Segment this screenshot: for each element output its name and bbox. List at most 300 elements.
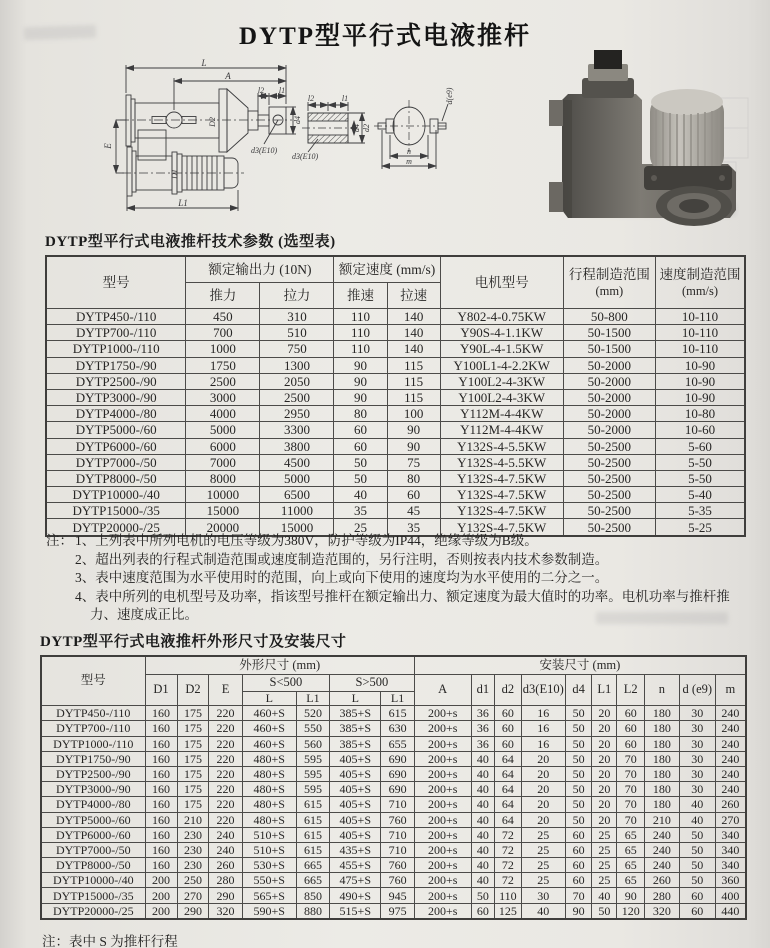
col-n: n [645, 675, 680, 706]
value-cell: 180 [645, 751, 680, 766]
value-cell: 30 [679, 721, 715, 736]
value-cell: 70 [617, 782, 645, 797]
table1-title: DYTP型平行式电液推杆技术参数 (选型表) [45, 234, 336, 250]
value-cell: 90 [334, 389, 387, 405]
value-cell: 240 [209, 842, 242, 857]
value-cell: 25 [592, 858, 617, 873]
value-cell: 60 [617, 721, 645, 736]
value-cell: 320 [209, 903, 242, 919]
value-cell: 4000 [186, 406, 260, 422]
value-cell: 510+S [242, 827, 296, 842]
value-cell: 50 [334, 454, 387, 470]
value-cell: 460+S [242, 721, 296, 736]
value-cell: 200+s [414, 903, 471, 919]
value-cell: 50 [679, 873, 715, 888]
value-cell: 40 [679, 797, 715, 812]
value-cell: 160 [145, 842, 177, 857]
value-cell: 25 [334, 519, 387, 536]
dim-label-d4-detail: d4 [352, 124, 361, 132]
value-cell: 35 [387, 519, 440, 536]
value-cell: 20 [592, 706, 617, 721]
value-cell: 460+S [242, 706, 296, 721]
model-cell: DYTP5000-/60 [46, 422, 186, 438]
value-cell: 65 [617, 873, 645, 888]
dim-label-L: L [201, 58, 207, 68]
model-cell: DYTP10000-/40 [41, 873, 145, 888]
value-cell: 220 [209, 812, 242, 827]
value-cell: 340 [715, 842, 746, 857]
value-cell: 60 [565, 873, 591, 888]
value-cell: 220 [209, 736, 242, 751]
col-rated-force: 额定输出力 (10N) [186, 256, 334, 283]
value-cell: Y112M-4-4KW [440, 422, 563, 438]
value-cell: 160 [145, 812, 177, 827]
value-cell: 40 [592, 888, 617, 903]
value-cell: 200+s [414, 858, 471, 873]
value-cell: 72 [495, 827, 521, 842]
col-rated-speed: 额定速度 (mm/s) [334, 256, 440, 283]
value-cell: 240 [645, 827, 680, 842]
value-cell: 230 [177, 827, 209, 842]
value-cell: 1000 [186, 341, 260, 357]
value-cell: Y132S-4-7.5KW [440, 503, 563, 519]
value-cell: 65 [617, 827, 645, 842]
value-cell: 50-2500 [563, 503, 655, 519]
value-cell: 50 [471, 888, 495, 903]
table-row [41, 706, 746, 721]
note-item: 4、表中所列的电机型号及功率，指该型号推杆在额定输出力、额定速度为最大值时的功率。电机功率与推杆推力、速度成正比。 [75, 588, 730, 622]
value-cell: 1300 [260, 357, 334, 373]
model-cell: DYTP700-/110 [41, 721, 145, 736]
value-cell: 64 [495, 751, 521, 766]
model-cell: DYTP15000-/35 [46, 503, 186, 519]
col-L-gt: L [330, 692, 381, 706]
value-cell: 945 [381, 888, 414, 903]
col-D1: D1 [145, 675, 177, 706]
value-cell: 260 [715, 797, 746, 812]
value-cell: 50-2500 [563, 438, 655, 454]
col-d2: d2 [495, 675, 521, 706]
value-cell: 175 [177, 721, 209, 736]
value-cell: 480+S [242, 782, 296, 797]
table-row [46, 406, 745, 422]
table-row [46, 341, 745, 357]
value-cell: 630 [381, 721, 414, 736]
value-cell: 200+s [414, 782, 471, 797]
value-cell: 405+S [330, 782, 381, 797]
value-cell: 30 [679, 736, 715, 751]
dim-label-m: m [406, 157, 412, 166]
value-cell: 10-110 [655, 325, 745, 341]
value-cell: 175 [177, 782, 209, 797]
value-cell: 50-2000 [563, 373, 655, 389]
value-cell: 270 [715, 812, 746, 827]
col-L1-install: L1 [592, 675, 617, 706]
value-cell: 40 [471, 827, 495, 842]
value-cell: 140 [387, 309, 440, 325]
value-cell: 405+S [330, 751, 381, 766]
value-cell: 20 [592, 782, 617, 797]
value-cell: 405+S [330, 827, 381, 842]
model-cell: DYTP450-/110 [41, 706, 145, 721]
col-speed-range: 速度制造范围 (mm/s) [655, 256, 745, 309]
value-cell: 665 [296, 858, 329, 873]
value-cell: 200+s [414, 721, 471, 736]
value-cell: 5-35 [655, 503, 745, 519]
value-cell: 110 [334, 341, 387, 357]
value-cell: 7000 [186, 454, 260, 470]
model-cell: DYTP15000-/35 [41, 888, 145, 903]
value-cell: 175 [177, 797, 209, 812]
value-cell: 10000 [186, 487, 260, 503]
value-cell: Y100L2-4-3KW [440, 373, 563, 389]
value-cell: 60 [565, 842, 591, 857]
value-cell: 75 [387, 454, 440, 470]
value-cell: 440 [715, 903, 746, 919]
value-cell: 175 [177, 706, 209, 721]
value-cell: 550+S [242, 873, 296, 888]
value-cell: 310 [260, 309, 334, 325]
value-cell: 200 [145, 873, 177, 888]
table-row [41, 812, 746, 827]
value-cell: Y90L-4-1.5KW [440, 341, 563, 357]
value-cell: 10-110 [655, 309, 745, 325]
col-pull-force: 拉力 [260, 283, 334, 309]
table-row [41, 842, 746, 857]
value-cell: 50 [565, 782, 591, 797]
dim-label-A: A [225, 71, 231, 81]
value-cell: 50 [334, 470, 387, 486]
value-cell: 230 [177, 858, 209, 873]
note-item: 2、超出列表的行程式制造范围或速度制造范围的，另行注明，否则按表内技术参数制造。 [75, 551, 609, 567]
value-cell: 690 [381, 766, 414, 781]
value-cell: 260 [645, 873, 680, 888]
value-cell: 25 [592, 873, 617, 888]
dim-label-D1: D1 [170, 169, 179, 179]
value-cell: 180 [645, 706, 680, 721]
value-cell: Y132S-4-7.5KW [440, 470, 563, 486]
col-L2: L2 [617, 675, 645, 706]
value-cell: 60 [565, 858, 591, 873]
col-motor: 电机型号 [440, 256, 563, 309]
value-cell: 175 [177, 751, 209, 766]
value-cell: Y112M-4-4KW [440, 406, 563, 422]
table2-title: DYTP型平行式电液推杆外形尺寸及安装尺寸 [40, 634, 347, 650]
value-cell: 40 [679, 812, 715, 827]
value-cell: 30 [679, 766, 715, 781]
value-cell: 50-1500 [563, 325, 655, 341]
table-row [41, 858, 746, 873]
value-cell: 40 [471, 782, 495, 797]
value-cell: 115 [387, 357, 440, 373]
value-cell: 2500 [186, 373, 260, 389]
value-cell: 220 [209, 797, 242, 812]
value-cell: 5000 [186, 422, 260, 438]
value-cell: 50-2000 [563, 422, 655, 438]
value-cell: 45 [387, 503, 440, 519]
value-cell: 340 [715, 858, 746, 873]
value-cell: 25 [521, 873, 565, 888]
value-cell: 25 [521, 827, 565, 842]
table-row [46, 503, 745, 519]
value-cell: 175 [177, 766, 209, 781]
value-cell: 2950 [260, 406, 334, 422]
col-pull-speed: 拉速 [387, 283, 440, 309]
value-cell: 50 [679, 827, 715, 842]
value-cell: 110 [334, 325, 387, 341]
value-cell: 160 [145, 721, 177, 736]
value-cell: 595 [296, 751, 329, 766]
value-cell: 20 [592, 766, 617, 781]
value-cell: 595 [296, 766, 329, 781]
value-cell: 615 [296, 842, 329, 857]
value-cell: 36 [471, 736, 495, 751]
value-cell: 60 [334, 438, 387, 454]
value-cell: 435+S [330, 842, 381, 857]
value-cell: 360 [715, 873, 746, 888]
value-cell: 90 [565, 903, 591, 919]
foot-note: 注：表中 S 为推杆行程 [42, 934, 178, 948]
value-cell: 20 [592, 751, 617, 766]
dim-label-E: E [103, 143, 113, 149]
value-cell: 60 [495, 706, 521, 721]
value-cell: 20 [592, 721, 617, 736]
value-cell: 10-80 [655, 406, 745, 422]
product-photo [536, 50, 766, 238]
value-cell: 405+S [330, 797, 381, 812]
value-cell: 20000 [186, 519, 260, 536]
value-cell: 60 [495, 721, 521, 736]
dim-label-D2: D2 [208, 117, 217, 127]
value-cell: 20 [521, 751, 565, 766]
value-cell: 230 [177, 842, 209, 857]
value-cell: 160 [145, 751, 177, 766]
value-cell: 80 [387, 470, 440, 486]
col-model: 型号 [41, 656, 145, 706]
value-cell: 480+S [242, 812, 296, 827]
value-cell: 160 [145, 858, 177, 873]
value-cell: 260 [209, 858, 242, 873]
value-cell: 110 [495, 888, 521, 903]
value-cell: 450 [186, 309, 260, 325]
value-cell: 15000 [186, 503, 260, 519]
dim-label-d4: d4 [293, 116, 302, 124]
value-cell: 50 [565, 797, 591, 812]
table-row [46, 454, 745, 470]
value-cell: 385+S [330, 721, 381, 736]
value-cell: 50 [565, 812, 591, 827]
dim-label-d3: d3(E10) [251, 146, 278, 155]
value-cell: 50-2000 [563, 357, 655, 373]
value-cell: 180 [645, 736, 680, 751]
table-row [41, 827, 746, 842]
value-cell: 455+S [330, 858, 381, 873]
value-cell: 5-40 [655, 487, 745, 503]
value-cell: 490+S [330, 888, 381, 903]
value-cell: 90 [387, 438, 440, 454]
value-cell: 615 [296, 827, 329, 842]
value-cell: 200+s [414, 797, 471, 812]
value-cell: 240 [645, 842, 680, 857]
value-cell: 200 [145, 888, 177, 903]
value-cell: 400 [715, 888, 746, 903]
value-cell: 240 [645, 858, 680, 873]
model-cell: DYTP7000-/50 [41, 842, 145, 857]
col-D2: D2 [177, 675, 209, 706]
value-cell: Y132S-4-5.5KW [440, 454, 563, 470]
value-cell: Y132S-4-5.5KW [440, 438, 563, 454]
value-cell: 64 [495, 766, 521, 781]
value-cell: 510 [260, 325, 334, 341]
value-cell: 750 [260, 341, 334, 357]
value-cell: 200+s [414, 766, 471, 781]
value-cell: 50 [592, 903, 617, 919]
col-push-force: 推力 [186, 283, 260, 309]
col-L-lt: L [242, 692, 296, 706]
dim-label-d2-detail: d2 [362, 124, 371, 132]
value-cell: 880 [296, 903, 329, 919]
value-cell: 210 [177, 812, 209, 827]
value-cell: 480+S [242, 751, 296, 766]
model-cell: DYTP7000-/50 [46, 454, 186, 470]
value-cell: 405+S [330, 766, 381, 781]
value-cell: 220 [209, 721, 242, 736]
value-cell: 50-2500 [563, 487, 655, 503]
model-cell: DYTP3000-/90 [41, 782, 145, 797]
model-cell: DYTP10000-/40 [46, 487, 186, 503]
dim-label-de9: d(e9) [445, 87, 454, 105]
table-row [41, 736, 746, 751]
table-row [41, 751, 746, 766]
value-cell: 16 [521, 706, 565, 721]
value-cell: 60 [617, 736, 645, 751]
value-cell: 615 [296, 812, 329, 827]
value-cell: 615 [381, 706, 414, 721]
value-cell: 115 [387, 373, 440, 389]
table-row [41, 782, 746, 797]
value-cell: 480+S [242, 797, 296, 812]
value-cell: 5-60 [655, 438, 745, 454]
value-cell: 5000 [260, 470, 334, 486]
value-cell: 710 [381, 797, 414, 812]
value-cell: 220 [209, 706, 242, 721]
value-cell: 160 [145, 782, 177, 797]
value-cell: 30 [521, 888, 565, 903]
value-cell: 180 [645, 766, 680, 781]
spec-table [45, 255, 746, 537]
value-cell: 10-90 [655, 389, 745, 405]
value-cell: 200+s [414, 751, 471, 766]
value-cell: 64 [495, 812, 521, 827]
value-cell: 50-800 [563, 309, 655, 325]
value-cell: 110 [334, 309, 387, 325]
value-cell: 385+S [330, 736, 381, 751]
value-cell: 405+S [330, 812, 381, 827]
value-cell: 565+S [242, 888, 296, 903]
value-cell: 4500 [260, 454, 334, 470]
value-cell: 655 [381, 736, 414, 751]
value-cell: 2500 [260, 389, 334, 405]
value-cell: 290 [209, 888, 242, 903]
col-A: A [414, 675, 471, 706]
value-cell: 90 [334, 357, 387, 373]
value-cell: 220 [209, 782, 242, 797]
value-cell: 140 [387, 325, 440, 341]
value-cell: 10-90 [655, 373, 745, 389]
value-cell: 16 [521, 736, 565, 751]
table-row [41, 766, 746, 781]
value-cell: 20 [592, 812, 617, 827]
value-cell: 50-2500 [563, 519, 655, 536]
value-cell: 60 [471, 903, 495, 919]
page-title: DYTP型平行式电液推杆 [238, 23, 532, 50]
value-cell: 220 [209, 766, 242, 781]
value-cell: 240 [715, 782, 746, 797]
value-cell: 475+S [330, 873, 381, 888]
table-row [46, 470, 745, 486]
value-cell: 520 [296, 706, 329, 721]
value-cell: 125 [495, 903, 521, 919]
value-cell: 50 [565, 721, 591, 736]
value-cell: 700 [186, 325, 260, 341]
value-cell: 180 [645, 797, 680, 812]
value-cell: 3000 [186, 389, 260, 405]
value-cell: 5-50 [655, 470, 745, 486]
col-push-speed: 推速 [334, 283, 387, 309]
value-cell: 240 [715, 751, 746, 766]
value-cell: 25 [592, 842, 617, 857]
model-cell: DYTP8000-/50 [41, 858, 145, 873]
value-cell: 40 [521, 903, 565, 919]
notes-block [46, 532, 748, 625]
value-cell: 320 [645, 903, 680, 919]
value-cell: 40 [471, 858, 495, 873]
table-row [46, 422, 745, 438]
value-cell: 975 [381, 903, 414, 919]
value-cell: 72 [495, 873, 521, 888]
value-cell: 10-110 [655, 341, 745, 357]
value-cell: 850 [296, 888, 329, 903]
value-cell: 480+S [242, 766, 296, 781]
value-cell: 710 [381, 842, 414, 857]
value-cell: 240 [715, 766, 746, 781]
col-model: 型号 [46, 256, 186, 309]
col-s-gt-500: S>500 [330, 675, 415, 692]
value-cell: 8000 [186, 470, 260, 486]
spec-table-body [46, 309, 745, 536]
col-install-dims: 安装尺寸 (mm) [414, 656, 746, 675]
value-cell: 16 [521, 721, 565, 736]
col-m: m [715, 675, 746, 706]
value-cell: 60 [679, 888, 715, 903]
value-cell: 5-25 [655, 519, 745, 536]
table-row [46, 438, 745, 454]
model-cell: DYTP20000-/25 [46, 519, 186, 536]
value-cell: 50-1500 [563, 341, 655, 357]
value-cell: 1750 [186, 357, 260, 373]
value-cell: 560 [296, 736, 329, 751]
value-cell: 6000 [186, 438, 260, 454]
value-cell: Y132S-4-7.5KW [440, 487, 563, 503]
value-cell: 25 [521, 858, 565, 873]
value-cell: 160 [145, 797, 177, 812]
dim-label-L1: L1 [178, 198, 188, 208]
dimension-table-body [41, 706, 746, 919]
value-cell: 72 [495, 858, 521, 873]
table-row [46, 487, 745, 503]
value-cell: 60 [679, 903, 715, 919]
col-outline-dims: 外形尺寸 (mm) [145, 656, 414, 675]
